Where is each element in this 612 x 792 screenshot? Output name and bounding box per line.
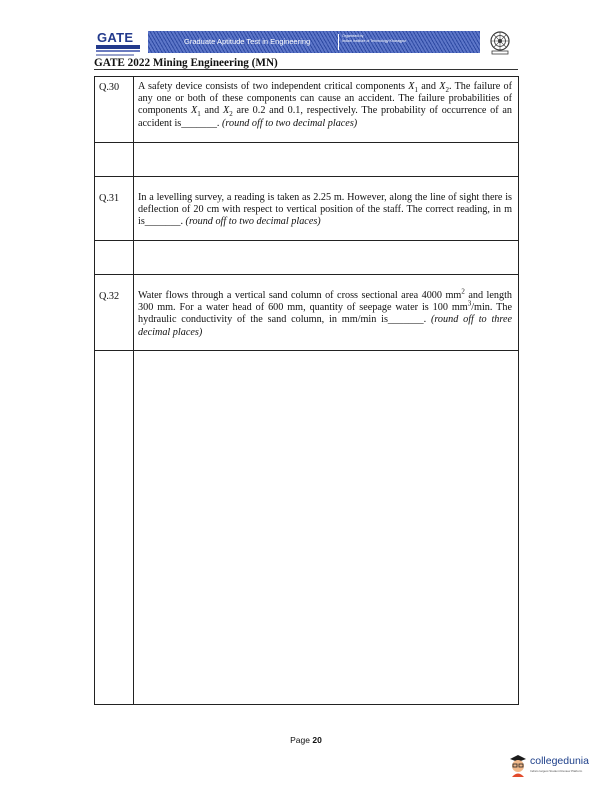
question-text: In a levelling survey, a reading is taken as 2.25 m. However, along the line of sight there is deflection of 20 cm with respect to vertical position of the staff. The correct reading, in m is_______. (round off to two decimal places) (138, 192, 512, 228)
title-divider (94, 69, 518, 70)
instruction: (round off to two decimal places) (222, 117, 358, 129)
question-number: Q.31 (99, 193, 120, 204)
row-divider (94, 350, 519, 351)
question-text: A safety device consists of two independent critical components $X_1$ and $X_2$. The failure of any one or both of these components can cause an accident. The failure probabilities of components $X_1$ and $X_2$ are 0.2 and 0.1, respectively. The probability of occurrence of an accident is_______. (round off to two decimal places) (138, 81, 512, 129)
row-divider (94, 240, 519, 241)
header-banner (148, 31, 480, 53)
student-avatar-icon (508, 753, 528, 777)
page-number: Page 20 (290, 735, 322, 745)
question-table (94, 76, 519, 705)
iit-emblem-icon (488, 30, 512, 56)
row-divider (94, 142, 519, 143)
paper-title: GATE 2022 Mining Engineering (MN) (94, 57, 278, 69)
row-divider (94, 274, 519, 275)
brand-tagline: India's largest Student Review Platform (530, 769, 583, 773)
gate-logo-text: GATE (97, 30, 134, 45)
page-header (96, 30, 516, 58)
banner-title: Graduate Aptitude Test in Engineering (184, 37, 311, 46)
row-divider (94, 176, 519, 177)
instruction: (round off to three decimal places) (138, 314, 512, 338)
banner-organizer: Organised by Indian Institute of Technology Kharagpur (342, 34, 407, 43)
instruction: (round off to two decimal places) (185, 216, 321, 228)
brand-name: collegedunia (530, 755, 589, 767)
column-divider (133, 76, 134, 705)
question-number: Q.30 (99, 82, 120, 93)
gate-logo (96, 31, 144, 57)
question-text: Water flows through a vertical sand column of cross sectional area 4000 $mm^2$ and length 300 mm. For a water head of 600 mm, quantity of seepage water is 100 $mm^3/\min$. The hydraulic conductivity of the sand column, in mm/min is_______. (round off to three decimal places) (138, 287, 512, 338)
question-number: Q.32 (99, 291, 120, 302)
collegedunia-logo (508, 753, 604, 779)
